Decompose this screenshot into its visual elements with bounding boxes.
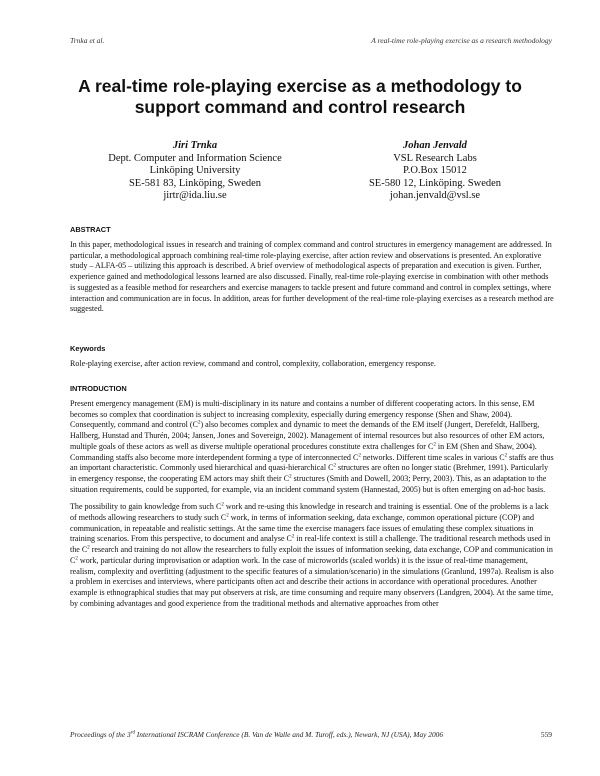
- author-1: [70, 140, 320, 203]
- author-email: jirtr@ida.liu.se: [163, 190, 227, 201]
- author-organization: P.O.Box 15012: [403, 165, 467, 176]
- author-email: johan.jenvald@vsl.se: [389, 190, 481, 201]
- keywords-text: [70, 359, 554, 377]
- footer-citation: Proceedings of the 3rd International ISCRAM Conference (B. Van de Walle and M. Turoff, eds.), Newark, NJ (USA), May 2006: [70, 730, 444, 739]
- keywords-paragraph: Role-playing exercise, after action review, command and control, complexity, collaboration, emergency response.: [70, 359, 436, 368]
- abstract-heading: ABSTRACT: [70, 225, 111, 234]
- introduction-heading: INTRODUCTION: [70, 384, 127, 393]
- running-head-authors: Trnka et al.: [70, 36, 105, 45]
- abstract-text: [70, 240, 554, 322]
- introduction-paragraph-1: Present emergency management (EM) is multi-disciplinary in its nature and contains a number of different cooperating actors. In this sense, EM becomes so complex that coordination is subject to increasing complexity, especially during emergency response (Shen and Shaw, 2004). Consequently, command and control $(C^2)$ also becomes complex and dynamic to meet the demands of the EM itself (Jungert, Derefeldt, Hallberg, Hallberg, Hunstad and Thurén, 2004; Jansen, Jones and Sovereign, 2002). Management of internal resources but also resources of other EM actors, multiple goals of these actors as well as diverse multiple operational procedures constitute extra challenges for $C^2$ in EM (Shen and Shaw, 2004). Commanding staffs also become more interdependent forming a type of interconnected $C^2$ networks. Different time scales in various $C^2$ staffs are thus an important characteristic. Commonly used hierarchical and quasi-hierarchical $C^2$ structures are often no longer static (Brehmer, 1991). Particularly in emergency response, the cooperating EM actors may shift their $C^2$ structures (Smith and Dowell, 2003; Perry, 2003). This, as an adaptation to the situation requirements, could be supported, for example, via an incident command system (Hannestad, 2005) but is often emerging on ad-hoc basis.: [70, 399, 554, 494]
- author-department: Dept. Computer and Information Science: [108, 152, 282, 164]
- running-head-title: A real-time role-playing exercise as a research methodology: [371, 36, 552, 45]
- author-name: Johan Jenvald: [403, 140, 467, 151]
- introduction-paragraph-2: The possibility to gain knowledge from such $C^2$ work and re-using this knowledge in research and training is essential. One of the problems is a lack of methods allowing researchers to study such $C^2$ work, in terms of information seeking, data exchange, common operational picture (COP) and communication, in repeatable and realistic settings. At the same time the exercise managers face issues of emulating these complex situations in training scenarios. From this perspective, to document and analyse $C^2$ in real-life context is still a challenge. The traditional research methods used in the $C^2$ research and training do not allow the researchers to fully exploit the issues of information seeking, data exchange, COP and communication in $C^2$ work, particular during improvisation or adaption work. In the case of microworlds (scaled worlds) it is the issue of real-time management, realism, complexity and overfitting (adjustment to the specific features of a simulation/scenario) in the simulations (Granlund, 1997a). Realism is also a problem in exercises and interviews, where participants often act and describe their actions in accordance with operational procedures. Another example is ethnographical studies that may put observers at risk, are time consuming and require many observers (Landgren, 2004). At the same time, by combining advantages and good experience from the traditional methods and alternative approaches from other: [70, 502, 554, 608]
- author-name: Jiri Trnka: [172, 140, 218, 151]
- keywords-heading: Keywords: [70, 344, 106, 353]
- page-number: 559: [540, 730, 552, 739]
- author-2: [320, 140, 550, 203]
- author-organization: Linköping University: [149, 165, 241, 176]
- author-address: SE-580 12, Linköping. Sweden: [368, 177, 502, 189]
- page-footer: [70, 730, 552, 739]
- paper-title-line-1: A real-time role-playing exercise as a methodology to: [78, 76, 522, 96]
- author-address: SE-581 83, Linköping, Sweden: [128, 177, 262, 189]
- introduction-text: [70, 399, 554, 616]
- paper-title-line-2: support command and control research: [134, 97, 466, 117]
- abstract-paragraph: In this paper, methodological issues in research and training of complex command and control structures in emergency management are addressed. In particular, a methodological approach combining real-time role-playing exercise, after action review and observations is presented. An explorative study – ALFA-05 – utilizing this approach is described. A brief overview of methodological aspects of preparation and execution is given. Further, experience gained and methodological lessons learned are also discussed. Finally, real-time role-playing exercise in combination with other methods is suggested as a feasible method for researchers and exercise managers to tackle present and future command and control in complex settings, where interaction and communication are in focus. In addition, areas for further development of the real-time role-playing exercises as a research method are suggested.: [70, 240, 554, 314]
- author-department: VSL Research Labs: [393, 152, 477, 164]
- paper-title: [40, 76, 560, 118]
